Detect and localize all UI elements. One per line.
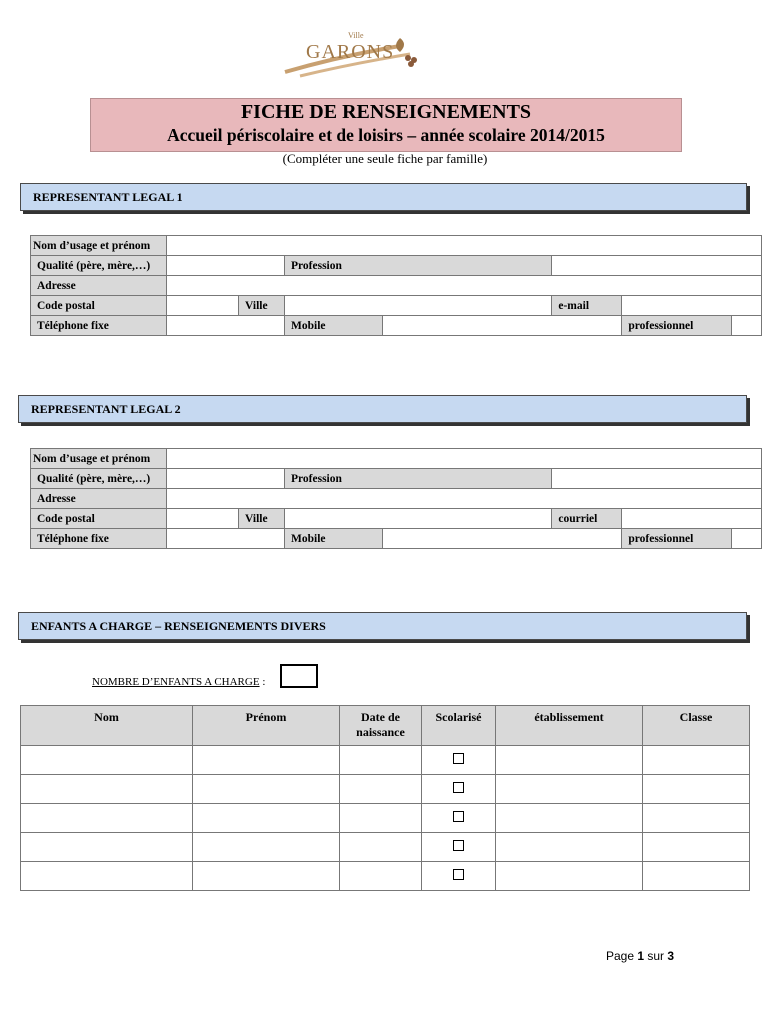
cell-date[interactable] xyxy=(340,862,422,891)
table-row xyxy=(21,862,750,891)
cell-classe[interactable] xyxy=(643,833,750,862)
col-classe: Classe xyxy=(643,706,750,746)
rep2-cp-field[interactable] xyxy=(167,509,239,529)
rep1-email-label: e-mail xyxy=(552,296,622,316)
cell-nom[interactable] xyxy=(21,746,193,775)
page-sur: sur xyxy=(644,949,668,963)
rep1-email-field[interactable] xyxy=(622,296,762,316)
rep2-profession-label: Profession xyxy=(285,469,552,489)
col-scolarise: Scolarisé xyxy=(422,706,496,746)
rep1-mobile-field[interactable] xyxy=(383,316,622,336)
rep1-table xyxy=(30,235,762,336)
cell-date[interactable] xyxy=(340,746,422,775)
rep2-qualite-label: Qualité (père, mère,…) xyxy=(31,469,167,489)
cell-prenom[interactable] xyxy=(193,862,340,891)
rep1-nom-field[interactable] xyxy=(167,236,762,256)
scolarise-checkbox[interactable] xyxy=(453,840,464,851)
rep2-qualite-field[interactable] xyxy=(167,469,285,489)
table-row xyxy=(21,833,750,862)
scolarise-checkbox[interactable] xyxy=(453,869,464,880)
rep1-qualite-field[interactable] xyxy=(167,256,285,276)
cell-prenom[interactable] xyxy=(193,746,340,775)
cell-nom[interactable] xyxy=(21,804,193,833)
nombre-enfants-input[interactable] xyxy=(280,664,318,688)
cell-etablissement[interactable] xyxy=(496,804,643,833)
page-current: 1 xyxy=(637,949,645,963)
col-prenom: Prénom xyxy=(193,706,340,746)
nombre-enfants-label xyxy=(92,676,265,688)
page-number xyxy=(606,949,674,963)
rep1-cp-field[interactable] xyxy=(167,296,239,316)
cell-classe[interactable] xyxy=(643,804,750,833)
col-nom: Nom xyxy=(21,706,193,746)
rep2-adresse-label: Adresse xyxy=(31,489,167,509)
rep1-cp-label: Code postal xyxy=(31,296,167,316)
rep2-cp-label: Code postal xyxy=(31,509,167,529)
rep1-profession-label: Profession xyxy=(285,256,552,276)
rep1-pro-label: professionnel xyxy=(622,316,732,336)
cell-etablissement[interactable] xyxy=(496,862,643,891)
rep2-courriel-label: courriel xyxy=(552,509,622,529)
page-title: FICHE DE RENSEIGNEMENTS xyxy=(240,101,532,123)
page-total: 3 xyxy=(667,949,675,963)
rep1-ville-field[interactable] xyxy=(285,296,552,316)
rep2-courriel-field[interactable] xyxy=(622,509,762,529)
garons-logo xyxy=(280,28,430,80)
table-row xyxy=(21,775,750,804)
rep2-pro-label: professionnel xyxy=(622,529,732,549)
rep2-ville-field[interactable] xyxy=(285,509,552,529)
cell-scolarise xyxy=(422,746,496,775)
scolarise-checkbox[interactable] xyxy=(453,753,464,764)
rep1-nom-label: Nom d’usage et prénom xyxy=(31,236,167,256)
cell-etablissement[interactable] xyxy=(496,746,643,775)
nombre-enfants-text: NOMBRE D’ENFANTS A CHARGE xyxy=(92,676,260,688)
cell-date[interactable] xyxy=(340,775,422,804)
col-etablissement: établissement xyxy=(496,706,643,746)
table-row xyxy=(21,746,750,775)
rep2-nom-field[interactable] xyxy=(167,449,762,469)
table-row xyxy=(21,804,750,833)
rep1-tel-field[interactable] xyxy=(167,316,285,336)
cell-date[interactable] xyxy=(340,804,422,833)
cell-nom[interactable] xyxy=(21,775,193,804)
page-subtitle: Accueil périscolaire et de loisirs – année scolaire 2014/2015 xyxy=(167,125,605,145)
rep1-pro-field[interactable] xyxy=(732,316,762,336)
svg-text:Ville: Ville xyxy=(348,31,364,40)
title-banner xyxy=(90,98,682,152)
rep2-mobile-field[interactable] xyxy=(383,529,622,549)
cell-scolarise xyxy=(422,804,496,833)
cell-classe[interactable] xyxy=(643,746,750,775)
cell-scolarise xyxy=(422,833,496,862)
cell-scolarise xyxy=(422,775,496,804)
col-date-naissance: Date de naissance xyxy=(340,706,422,746)
enfants-table xyxy=(20,705,750,891)
rep2-tel-field[interactable] xyxy=(167,529,285,549)
form-note: (Compléter une seule fiche par famille) xyxy=(282,151,488,166)
cell-prenom[interactable] xyxy=(193,833,340,862)
section-rep2: REPRESENTANT LEGAL 2 xyxy=(18,395,747,423)
svg-text:GARONS: GARONS xyxy=(306,41,395,63)
rep2-table xyxy=(30,448,762,549)
cell-prenom[interactable] xyxy=(193,804,340,833)
rep2-nom-label: Nom d’usage et prénom xyxy=(31,449,167,469)
cell-scolarise xyxy=(422,862,496,891)
section-enfants: ENFANTS A CHARGE – RENSEIGNEMENTS DIVERS xyxy=(18,612,747,640)
rep1-qualite-label: Qualité (père, mère,…) xyxy=(31,256,167,276)
cell-classe[interactable] xyxy=(643,862,750,891)
rep2-profession-field[interactable] xyxy=(552,469,762,489)
rep2-adresse-field[interactable] xyxy=(167,489,762,509)
cell-classe[interactable] xyxy=(643,775,750,804)
nombre-enfants-colon: : xyxy=(259,676,266,688)
rep1-mobile-label: Mobile xyxy=(285,316,383,336)
cell-date[interactable] xyxy=(340,833,422,862)
rep2-mobile-label: Mobile xyxy=(285,529,383,549)
rep1-adresse-label: Adresse xyxy=(31,276,167,296)
section-rep1: REPRESENTANT LEGAL 1 xyxy=(20,183,747,211)
cell-prenom[interactable] xyxy=(193,775,340,804)
rep2-ville-label: Ville xyxy=(239,509,285,529)
scolarise-checkbox[interactable] xyxy=(453,782,464,793)
rep1-ville-label: Ville xyxy=(239,296,285,316)
cell-etablissement[interactable] xyxy=(496,775,643,804)
page-label: Page xyxy=(606,949,638,963)
rep2-tel-label: Téléphone fixe xyxy=(31,529,167,549)
scolarise-checkbox[interactable] xyxy=(453,811,464,822)
cell-nom[interactable] xyxy=(21,862,193,891)
rep2-pro-field[interactable] xyxy=(732,529,762,549)
rep1-tel-label: Téléphone fixe xyxy=(31,316,167,336)
cell-etablissement[interactable] xyxy=(496,833,643,862)
cell-nom[interactable] xyxy=(21,833,193,862)
rep1-profession-field[interactable] xyxy=(552,256,762,276)
rep1-adresse-field[interactable] xyxy=(167,276,762,296)
